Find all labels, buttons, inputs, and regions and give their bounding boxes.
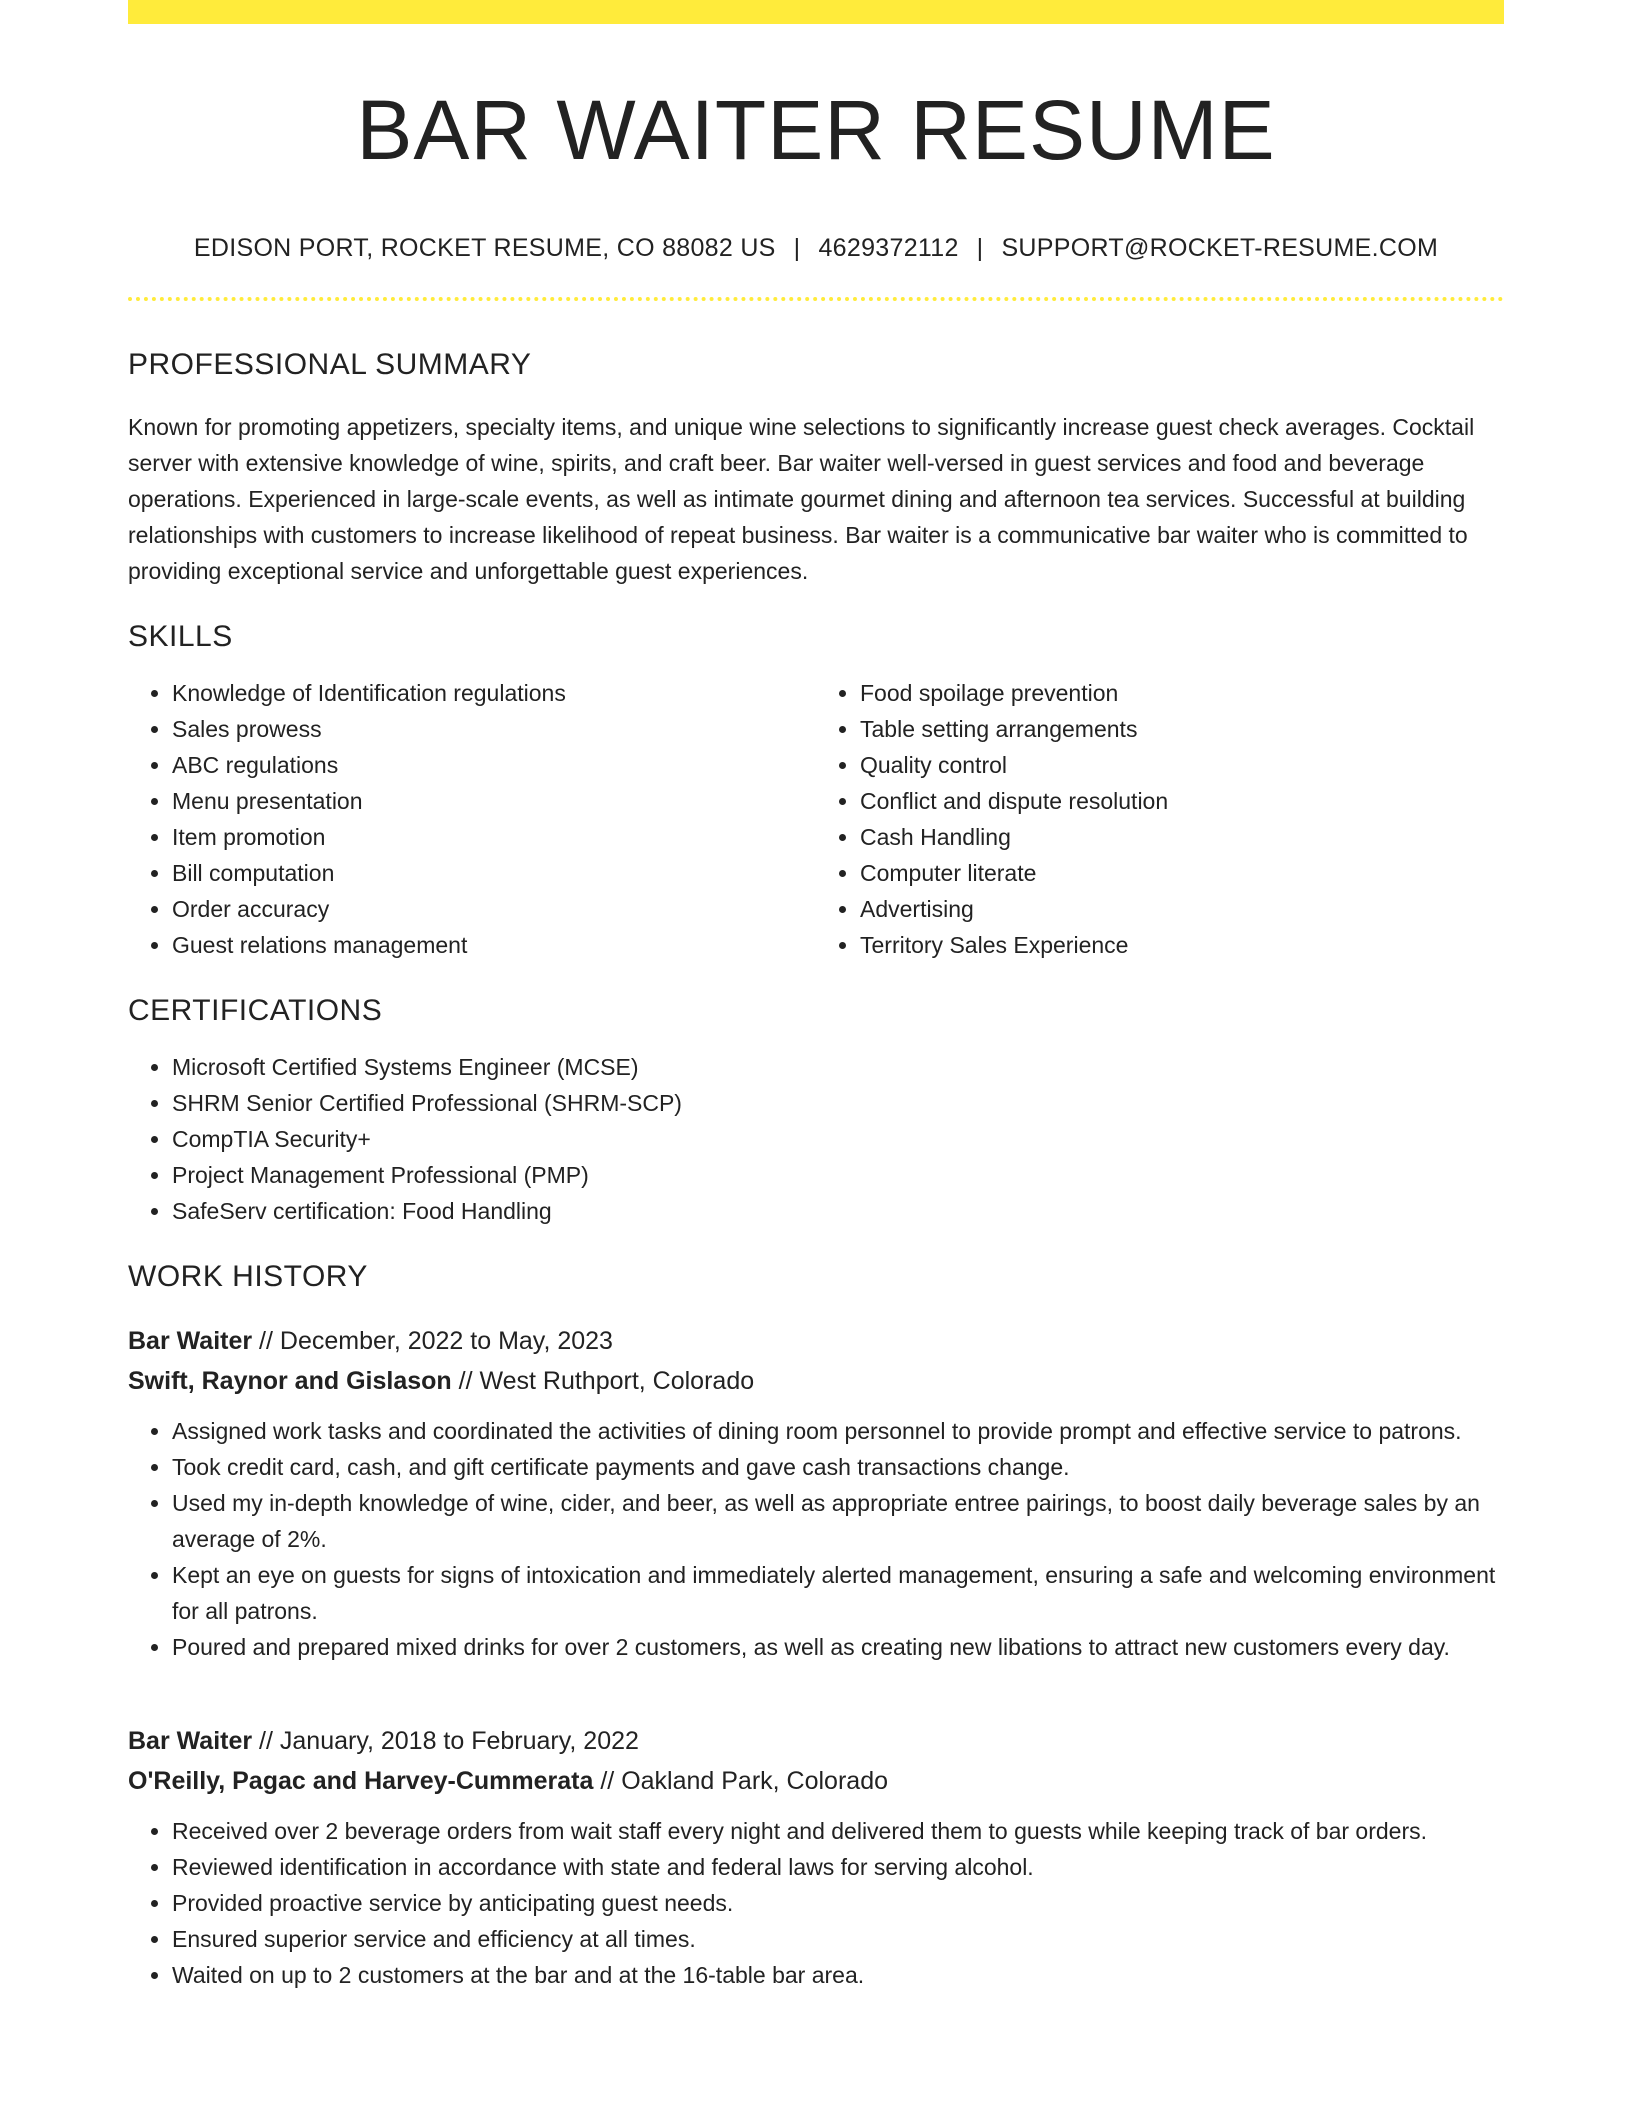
resume-page bbox=[128, 0, 1504, 1993]
job-bullet: • Waited on up to 2 customers at the bar and at the 16-table bar area. bbox=[172, 1957, 1504, 1993]
job-bullet: • Took credit card, cash, and gift certificate payments and gave cash transactions change. bbox=[172, 1449, 1504, 1485]
company-location: // West Ruthport, Colorado bbox=[451, 1367, 755, 1396]
certification-item: • Microsoft Certified Systems Engineer (MCSE) bbox=[172, 1049, 1504, 1085]
certification-item: • SHRM Senior Certified Professional (SHRM-SCP) bbox=[172, 1085, 1504, 1121]
job-dates: // December, 2022 to May, 2023 bbox=[252, 1327, 613, 1356]
job-title: Bar Waiter bbox=[128, 1327, 253, 1356]
summary-heading: PROFESSIONAL SUMMARY bbox=[128, 348, 532, 382]
company-location: // Oakland Park, Colorado bbox=[593, 1767, 888, 1796]
skill-item: • Conflict and dispute resolution bbox=[860, 783, 1504, 819]
contact-email: SUPPORT@ROCKET-RESUME.COM bbox=[1001, 234, 1439, 263]
skill-item: • Knowledge of Identification regulations bbox=[172, 675, 816, 711]
skill-item: • Order accuracy bbox=[172, 891, 816, 927]
skill-item: • Table setting arrangements bbox=[860, 711, 1504, 747]
skill-item: • Cash Handling bbox=[860, 819, 1504, 855]
resume-title: BAR WAITER RESUME bbox=[356, 83, 1276, 177]
job-bullets bbox=[128, 1413, 1504, 1665]
job-bullet: • Kept an eye on guests for signs of intoxication and immediately alerted management, ensuring a safe and welcoming environment for all patrons. bbox=[172, 1557, 1504, 1629]
job-title: Bar Waiter bbox=[128, 1727, 253, 1756]
skill-item: • Quality control bbox=[860, 747, 1504, 783]
job-bullet: • Provided proactive service by anticipating guest needs. bbox=[172, 1885, 1504, 1921]
job-bullets bbox=[128, 1813, 1504, 1993]
company-line bbox=[128, 1761, 1504, 1801]
job-title-line bbox=[128, 1321, 1504, 1361]
skill-item: • Food spoilage prevention bbox=[860, 675, 1504, 711]
contact-address: EDISON PORT, ROCKET RESUME, CO 88082 US bbox=[193, 234, 776, 263]
certification-item: • CompTIA Security+ bbox=[172, 1121, 1504, 1157]
contact-separator: | bbox=[793, 234, 801, 263]
certifications-list bbox=[128, 1049, 1504, 1229]
skills-list-left bbox=[128, 675, 816, 963]
skill-item: • Item promotion bbox=[172, 819, 816, 855]
summary-text: Known for promoting appetizers, specialty items, and unique wine selections to significantly increase guest check averages. Cocktail server with extensive knowledge of wine, spirits, and craft beer. Bar waiter well-versed in guest services and food and beverage operations. Experienced in large-scale events, as well as intimate gourmet dining and afternoon tea services. Successful at building relationships with customers to increase likelihood of repeat business. Bar waiter is a communicative bar waiter who is committed to providing exceptional service and unforgettable guest experiences. bbox=[128, 414, 1475, 585]
job-entry bbox=[128, 1321, 1504, 1665]
company-line bbox=[128, 1361, 1504, 1401]
skills-heading: SKILLS bbox=[128, 620, 233, 654]
job-title-line bbox=[128, 1721, 1504, 1761]
skills-list-right bbox=[816, 675, 1504, 963]
skill-item: • Advertising bbox=[860, 891, 1504, 927]
skill-item: • Territory Sales Experience bbox=[860, 927, 1504, 963]
certification-item: • Project Management Professional (PMP) bbox=[172, 1157, 1504, 1193]
skill-item: • Computer literate bbox=[860, 855, 1504, 891]
skill-item: • Bill computation bbox=[172, 855, 816, 891]
contact-line bbox=[128, 234, 1504, 263]
job-entry bbox=[128, 1721, 1504, 1993]
job-bullet: • Reviewed identification in accordance with state and federal laws for serving alcohol. bbox=[172, 1849, 1504, 1885]
job-bullet: • Ensured superior service and efficiency at all times. bbox=[172, 1921, 1504, 1957]
skill-item: • Menu presentation bbox=[172, 783, 816, 819]
job-bullet: • Assigned work tasks and coordinated the activities of dining room personnel to provide prompt and effective service to patrons. bbox=[172, 1413, 1504, 1449]
job-bullet: • Received over 2 beverage orders from wait staff every night and delivered them to guests while keeping track of bar orders. bbox=[172, 1813, 1504, 1849]
skill-item: • Guest relations management bbox=[172, 927, 816, 963]
company-name: O'Reilly, Pagac and Harvey-Cummerata bbox=[128, 1767, 594, 1796]
contact-separator: | bbox=[976, 234, 984, 263]
job-bullet: • Poured and prepared mixed drinks for over 2 customers, as well as creating new libations to attract new customers every day. bbox=[172, 1629, 1504, 1665]
job-dates: // January, 2018 to February, 2022 bbox=[252, 1727, 639, 1756]
company-name: Swift, Raynor and Gislason bbox=[128, 1367, 452, 1396]
skill-item: • ABC regulations bbox=[172, 747, 816, 783]
header-divider bbox=[128, 297, 1504, 301]
contact-phone: 4629372112 bbox=[818, 234, 959, 263]
work-history-heading: WORK HISTORY bbox=[128, 1260, 368, 1294]
skill-item: • Sales prowess bbox=[172, 711, 816, 747]
top-accent-bar bbox=[128, 0, 1504, 24]
certification-item: • SafeServ certification: Food Handling bbox=[172, 1193, 1504, 1229]
skills-columns bbox=[128, 675, 1504, 963]
certifications-heading: CERTIFICATIONS bbox=[128, 994, 383, 1028]
job-bullet: • Used my in-depth knowledge of wine, cider, and beer, as well as appropriate entree pairings, to boost daily beverage sales by an average of 2%. bbox=[172, 1485, 1504, 1557]
